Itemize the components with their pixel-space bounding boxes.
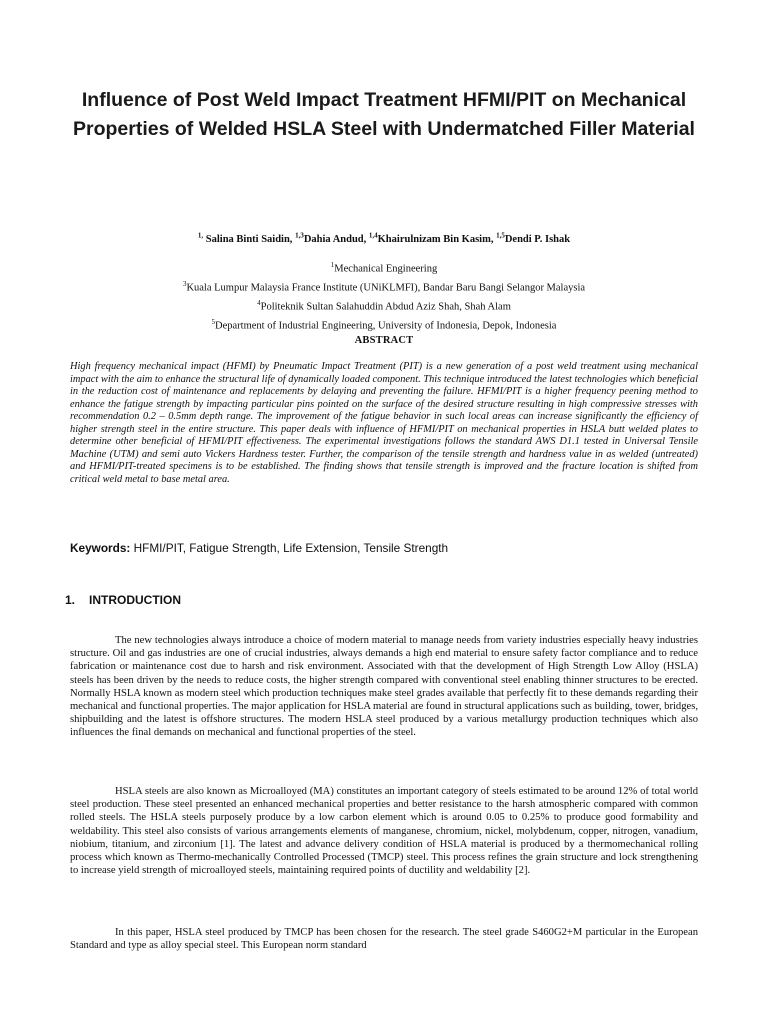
author-sup: 1,4	[368, 231, 378, 239]
affiliation-list	[40, 258, 728, 334]
affiliation-sup: 3	[182, 280, 187, 289]
body-paragraph: The new technologies always introduce a choice of modern material to manage needs from variety industries especially heavy industries structure. Oil and gas industries are one of crucial industries, always demands a high end material to ensure safety factor compliance and to reduce fabrication or maintenance cost due to harsh and risk environment. Associated with that the development of High Strength Low Alloy (HSLA) steels has been driven by the needs to reduce costs, the higher strength compared with conventional steel enabling thinner structures to be erected. Normally HSLA known as modern steel which production techniques make steel grades available that perfectly fit to these demands regarding their mechanical and functional properties. The major application for HSLA material are found in structural applications such as building, tower, bridges, shipbuilding and the latest is offshore structures. The modern HSLA steel produced by a various metallurgy production techniques which also influences the final demands on mechanical and functional properties of the steel.	[70, 635, 698, 739]
abstract-text: High frequency mechanical impact (HFMI) by Pneumatic Impact Treatment (PIT) is a new generation of a post weld treatment using mechanical impact with the aim to enhance the structural life of dynamically loaded component. This technique introduced the latest technologies which beneficial in the reduction cost of maintenance and replacements by delaying and preventing the failure. HFMI/PIT is a higher frequency peening method to enhance the fatigue strength by impacting particular pins pointed on the surface of the desired structure resulting in high compressive stresses with recommendation 0.2 – 0.5mm depth range. The improvement of the fatigue behavior in such local areas can increase significantly the efficiency of higher strength steel in the entire structure. This paper deals with influence of HFMI/PIT on mechanical properties in HSLA butt welded plates to determine other beneficial of HFMI/PIT effectiveness. The experimental investigations follows the standard AWS D1.1 tested in Universal Tensile Machine (UTM) and semi auto Vickers Hardness tester. Further, the comparison of the tensile strength and hardness value in as welded (untreated) and HFMI/PIT-treated specimens is to be established. The finding shows that tensile strength is improved and the fracture location is shifted from critical weld metal to base metal area.	[70, 361, 698, 485]
author-name: Khairulnizam Bin Kasim,	[377, 233, 497, 245]
affiliation	[40, 296, 728, 315]
author	[496, 231, 571, 245]
author	[368, 231, 497, 245]
author-name: Dendi P. Ishak	[504, 233, 571, 245]
section-number: 1.	[65, 593, 76, 607]
author-sup: 1,5	[496, 231, 505, 239]
section-title: INTRODUCTION	[89, 593, 181, 607]
paper-title: Influence of Post Weld Impact Treatment HFMI/PIT on Mechanical Properties of Welded HSLA Steel with Undermatched Filler Material	[73, 89, 695, 140]
affiliation-sup: 5	[211, 318, 216, 327]
author-list	[40, 228, 728, 247]
affiliation	[40, 277, 728, 296]
body-paragraph: HSLA steels are also known as Microalloyed (MA) constitutes an important category of steels estimated to be around 12% of total world steel production. These steel presented an enhanced mechanical properties and better resistance to the harsh atmospheric compared with common rolled steels. The HSLA steels purposely produce by a low carbon element which is around 0.05 to 0.25% to produce good formability and weldability. This steel also consists of various arrangements elements of manganese, chromium, nickel, molybdenum, copper, nitrogen, vanadium, niobium, titanium, and zirconium [1]. The latest and advance delivery condition of HSLA material is produced by a thermomechanical rolling process which known as Thermo-mechanically Controlled Processed (TMCP) steel. This process refines the grain structure and lock strengthening to increase yield strength of microalloyed steels, maintaining required points of ductility and weldability [2].	[70, 786, 698, 877]
author	[197, 231, 296, 245]
affiliation-sup: 1	[330, 261, 335, 269]
affiliation-text: Mechanical Engineering	[334, 263, 438, 275]
affiliation	[40, 258, 728, 277]
affiliation-text: Kuala Lumpur Malaysia France Institute (UNiKLMFI), Bandar Baru Bangi Selangor Malaysia	[186, 282, 586, 294]
keywords-text: HFMI/PIT, Fatigue Strength, Life Extension, Tensile Strength	[130, 541, 449, 555]
author-sup: 1,3	[295, 231, 304, 239]
affiliation	[40, 315, 728, 334]
author-sup: 1,	[197, 231, 204, 239]
author	[295, 231, 369, 245]
author-name: Dahia Andud,	[303, 233, 369, 245]
abstract-heading: ABSTRACT	[354, 335, 414, 346]
author-name: Salina Binti Saidin,	[203, 233, 296, 245]
keywords-line	[70, 540, 698, 556]
keywords-label: Keywords:	[70, 541, 131, 555]
affiliation-sup: 4	[257, 299, 261, 308]
section-heading-introduction	[65, 593, 465, 607]
body-paragraph: In this paper, HSLA steel produced by TMCP has been chosen for the research. The steel grade S460G2+M particular in the European Standard and type as alloy special steel. This European norm standard	[70, 927, 698, 952]
affiliation-text: Politeknik Sultan Salahuddin Abdud Aziz Shah, Shah Alam	[260, 301, 511, 313]
affiliation-text: Department of Industrial Engineering, University of Indonesia, Depok, Indonesia	[215, 320, 557, 332]
